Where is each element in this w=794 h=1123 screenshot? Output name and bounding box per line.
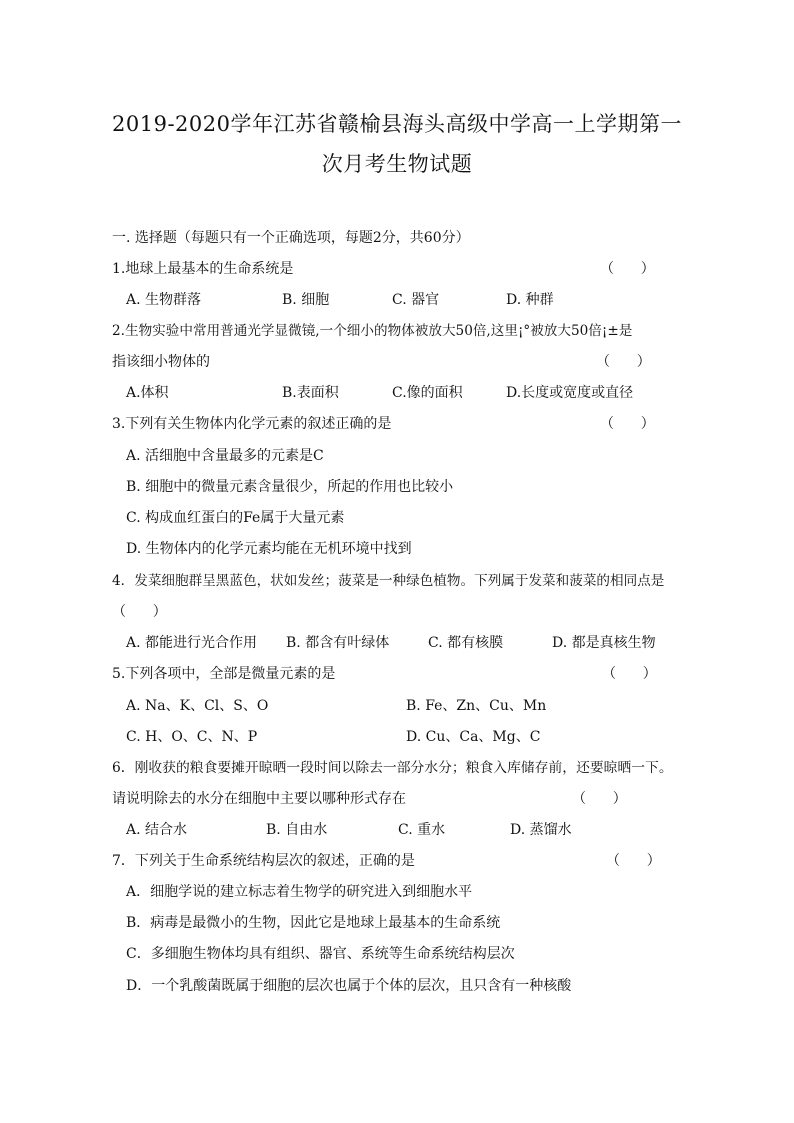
question-6-stem-line-2: 请说明除去的水分在细胞中主要以哪种形式存在 (112, 791, 406, 807)
q6-option-a: A. 结合水 (126, 822, 188, 838)
question-5-stem: 5.下列各项中，全部是微量元素的是 (112, 666, 336, 682)
exam-title-line-1: 2019-2020学年江苏省赣榆县海头高级中学高一上学期第一 (112, 112, 682, 136)
question-2-stem-line-1: 2.生物实验中常用普通光学显微镜,一个细小的物体被放大50倍,这里¡°被放大50倍¡±是 (112, 323, 633, 339)
answer-blank-q1: （ ） (600, 261, 655, 277)
q3-option-a: A. 活细胞中含量最多的元素是C (126, 448, 324, 464)
q4-option-b: B. 都含有叶绿体 (286, 635, 390, 651)
answer-blank-q6: （ ） (572, 791, 627, 807)
q2-option-b: B.表面积 (282, 385, 339, 401)
q6-option-c: C. 重水 (398, 822, 446, 838)
question-6-stem-line-1: 6．刚收获的粮食要摊开晾晒一段时间以除去一部分水分；粮食入库储存前，还要晾晒一下。 (112, 760, 673, 776)
q4-option-d: D. 都是真核生物 (552, 635, 656, 651)
answer-blank-q2: （ ） (596, 354, 651, 370)
q2-option-d: D.长度或宽度或直径 (506, 385, 634, 401)
q3-option-b: B. 细胞中的微量元素含量很少，所起的作用也比较小 (126, 479, 454, 495)
q1-option-c: C. 器官 (392, 292, 440, 308)
q1-option-d: D. 种群 (506, 292, 554, 308)
q7-option-a: A．细胞学说的建立标志着生物学的研究进入到细胞水平 (126, 884, 473, 900)
q7-option-d: D．一个乳酸菌既属于细胞的层次也属于个体的层次，且只含有一种核酸 (126, 978, 572, 994)
question-1-stem: 1.地球上最基本的生命系统是 (112, 261, 294, 277)
q6-option-d: D. 蒸馏水 (510, 822, 572, 838)
q1-option-a: A. 生物群落 (126, 292, 202, 308)
question-3-stem: 3.下列有关生物体内化学元素的叙述正确的是 (112, 416, 392, 432)
question-4-stem-line-1: 4．发菜细胞群呈黑蓝色，状如发丝；菠菜是一种绿色植物。下列属于发菜和菠菜的相同点是 (112, 573, 665, 589)
exam-title-line-2: 次月考生物试题 (321, 152, 473, 176)
q4-option-c: C. 都有核膜 (428, 635, 504, 651)
answer-blank-q7: （ ） (606, 853, 661, 869)
q4-option-a: A. 都能进行光合作用 (126, 635, 258, 651)
question-7-stem: 7．下列关于生命系统结构层次的叙述，正确的是 (112, 853, 415, 869)
answer-blank-q5: （ ） (602, 666, 657, 682)
q1-option-b: B. 细胞 (282, 292, 330, 308)
q2-option-c: C.像的面积 (392, 385, 463, 401)
q5-option-b: B. Fe、Zn、Cu、Mn (406, 698, 547, 714)
q3-option-d: D. 生物体内的化学元素均能在无机环境中找到 (126, 541, 412, 557)
q5-option-c: C. H、O、C、N、P (126, 729, 258, 745)
section-heading: 一. 选择题（每题只有一个正确选项，每题2分，共60分） (112, 230, 470, 246)
answer-blank-q3: （ ） (600, 416, 655, 432)
q6-option-b: B. 自由水 (266, 822, 328, 838)
q3-option-c: C. 构成血红蛋白的Fe属于大量元素 (126, 510, 345, 526)
q7-option-b: B．病毒是最微小的生物，因此它是地球上最基本的生命系统 (126, 915, 501, 931)
question-2-stem-line-2: 指该细小物体的 (112, 354, 210, 370)
answer-blank-q4: （ ） (112, 604, 167, 620)
q7-option-c: C．多细胞生物体均具有组织、器官、系统等生命系统结构层次 (126, 946, 515, 962)
q2-option-a: A.体积 (126, 385, 169, 401)
q5-option-a: A. Na、K、Cl、S、O (126, 698, 269, 714)
q5-option-d: D. Cu、Ca、Mg、C (406, 729, 541, 745)
